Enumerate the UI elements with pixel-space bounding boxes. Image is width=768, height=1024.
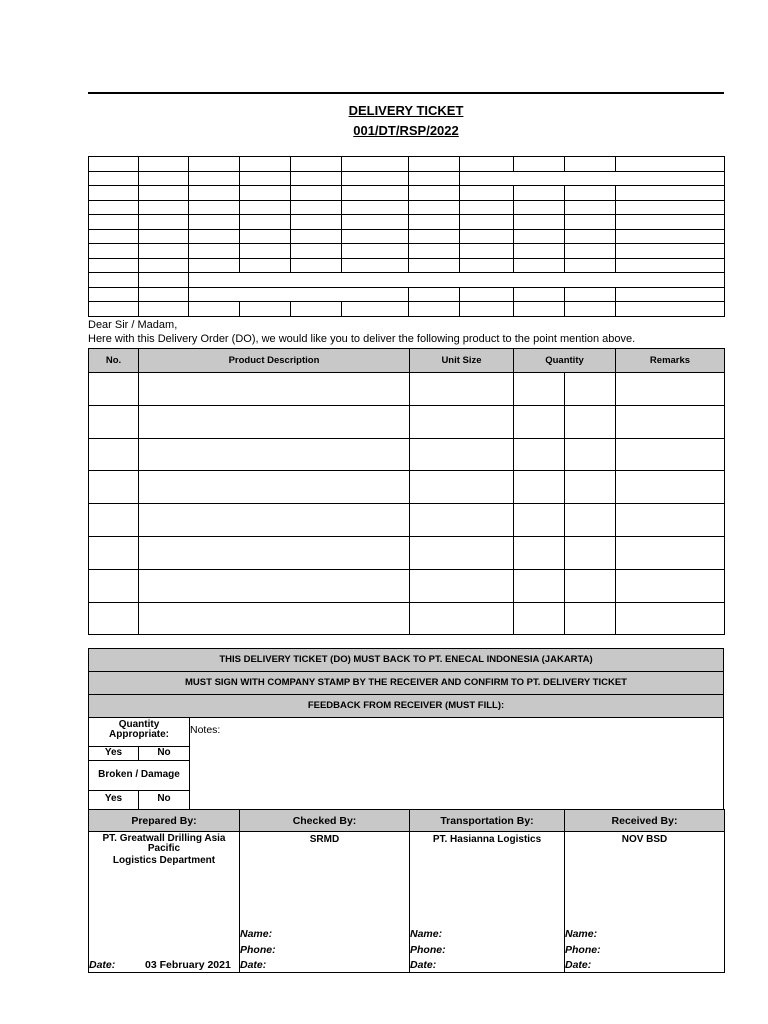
salutation: Dear Sir / Madam,	[88, 319, 178, 331]
table-row	[89, 536, 725, 569]
table-row	[89, 569, 725, 602]
transportation-by-cell[interactable]	[410, 832, 565, 973]
notice-feedback: FEEDBACK FROM RECEIVER (MUST FILL):	[88, 694, 724, 718]
notes-label: Notes:	[190, 724, 221, 736]
document-number: 001/DT/RSP/2022	[353, 123, 459, 138]
table-row	[89, 602, 725, 635]
transportation-by-header: Transportation By:	[410, 810, 565, 832]
prepared-by-header: Prepared By:	[89, 810, 240, 832]
col-header-unit-size: Unit Size	[410, 349, 514, 373]
transport-company: PT. Hasianna Logistics	[432, 834, 542, 845]
received-date-label: Date:	[565, 959, 592, 971]
broken-yes-option[interactable]: Yes	[89, 791, 139, 809]
notice-sign: MUST SIGN WITH COMPANY STAMP BY THE RECEIVER AND CONFIRM TO PT. DELIVERY TICKET	[88, 671, 724, 695]
signature-table	[88, 809, 725, 973]
prepared-department: Logistics Department	[112, 855, 216, 866]
received-by-header: Received By:	[565, 810, 725, 832]
top-rule	[88, 92, 724, 94]
broken-no-option[interactable]: No	[139, 791, 190, 809]
intro-text: Here with this Delivery Order (DO), we would like you to deliver the following product to the point mention above.	[88, 333, 636, 345]
checked-by-header: Checked By:	[240, 810, 410, 832]
transport-date-label: Date:	[410, 959, 437, 971]
col-header-description: Product Description	[139, 349, 410, 373]
document-title: DELIVERY TICKET	[348, 103, 464, 118]
prepared-date-label: Date:	[89, 959, 116, 971]
broken-damage-label: Broken / Damage	[89, 761, 190, 791]
col-header-remarks: Remarks	[616, 349, 725, 373]
prepared-by-cell[interactable]	[89, 832, 240, 973]
received-name-label: Name:	[565, 928, 598, 940]
table-row	[89, 471, 725, 504]
feedback-section	[88, 717, 724, 810]
table-row	[89, 504, 725, 537]
col-header-quantity: Quantity	[514, 349, 616, 373]
checked-name-label: Name:	[240, 928, 273, 940]
table-row	[89, 405, 725, 438]
checked-company: SRMD	[309, 834, 340, 845]
transport-phone-label: Phone:	[410, 944, 446, 956]
transport-name-label: Name:	[410, 928, 443, 940]
product-table	[88, 348, 725, 635]
notice-return: THIS DELIVERY TICKET (DO) MUST BACK TO PT. ENECAL INDONESIA (JAKARTA)	[88, 648, 724, 672]
received-by-cell[interactable]	[565, 832, 725, 973]
quantity-yes-option[interactable]: Yes	[89, 747, 139, 761]
col-header-no: No.	[89, 349, 139, 373]
checked-phone-label: Phone:	[240, 944, 276, 956]
header-info-grid	[88, 156, 725, 317]
received-phone-label: Phone:	[565, 944, 601, 956]
table-row	[89, 373, 725, 406]
quantity-no-option[interactable]: No	[139, 747, 190, 761]
prepared-company: PT. Greatwall Drilling Asia Pacific	[102, 833, 226, 854]
quantity-appropriate-label: Quantity Appropriate:	[89, 717, 190, 747]
received-company: NOV BSD	[621, 834, 668, 845]
table-row	[89, 438, 725, 471]
prepared-date-value: 03 February 2021	[145, 959, 231, 971]
checked-date-label: Date:	[240, 959, 267, 971]
checked-by-cell[interactable]	[240, 832, 410, 973]
